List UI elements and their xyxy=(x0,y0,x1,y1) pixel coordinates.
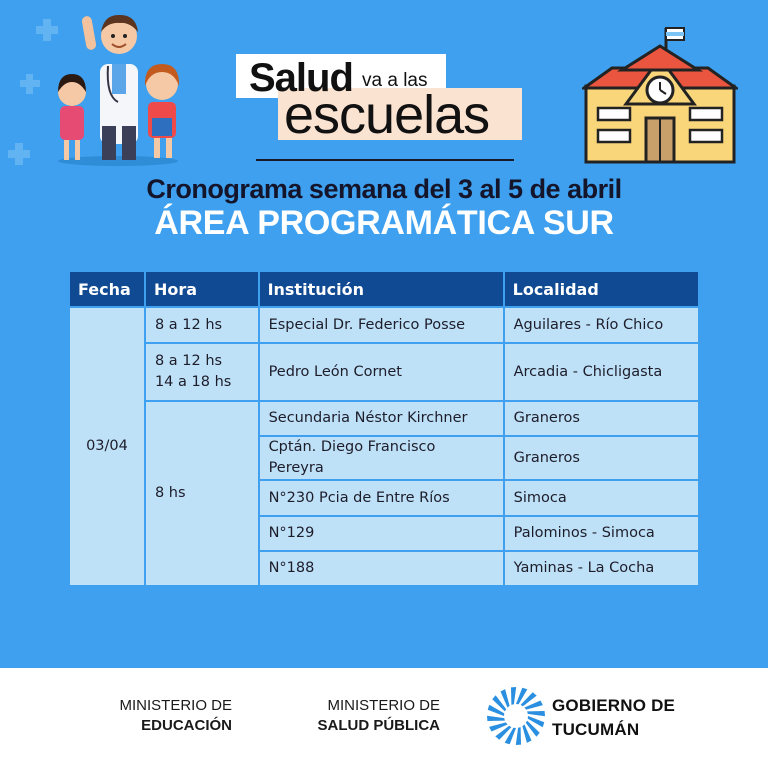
table-row xyxy=(69,307,699,343)
logo-word-escuelas: escuelas xyxy=(284,85,490,145)
sun-ray xyxy=(516,727,521,745)
hora-line: 14 a 18 hs xyxy=(154,374,232,390)
plus-cross-icon xyxy=(8,150,30,158)
institucion-cell: Pedro León Cornet xyxy=(259,343,504,401)
ministerio-salud-logo xyxy=(290,696,440,736)
schedule-table xyxy=(68,270,700,587)
area-title: ÁREA PROGRAMÁTICA SUR xyxy=(154,204,614,242)
ministerio-salud-line1: MINISTERIO DE xyxy=(327,697,440,714)
header-hora: Hora xyxy=(145,271,259,307)
doctor-with-children-illustration xyxy=(50,6,200,166)
ministerio-salud-line2: SALUD PÚBLICA xyxy=(317,717,440,734)
localidad-cell: Yaminas - La Cocha xyxy=(504,551,699,586)
institucion-cell: N°129 xyxy=(259,516,504,551)
hora-cell xyxy=(145,343,259,401)
gobierno-tucuman-logo xyxy=(552,694,675,742)
institucion-cell: Cptán. Diego Francisco Pereyra xyxy=(259,436,504,480)
sun-ray xyxy=(487,716,505,721)
logo-word-salud: Salud xyxy=(249,56,353,100)
table-header-row xyxy=(69,271,699,307)
institucion-cell: N°188 xyxy=(259,551,504,586)
localidad-cell: Graneros xyxy=(504,401,699,436)
ministerio-educacion-line2: EDUCACIÓN xyxy=(141,717,232,734)
hora-line: 8 a 12 hs xyxy=(154,353,223,369)
hora-cell: 8 a 12 hs xyxy=(145,307,259,343)
ministerio-educacion-logo xyxy=(100,696,232,736)
ministerio-educacion-line1: MINISTERIO DE xyxy=(119,697,232,714)
localidad-cell: Simoca xyxy=(504,480,699,516)
school-building-icon xyxy=(582,24,738,166)
localidad-cell: Palominos - Simoca xyxy=(504,516,699,551)
header-fecha: Fecha xyxy=(69,271,145,307)
localidad-cell: Graneros xyxy=(504,436,699,480)
table-row xyxy=(69,343,699,401)
localidad-cell: Aguilares - Río Chico xyxy=(504,307,699,343)
header-localidad: Localidad xyxy=(504,271,699,307)
schedule-subtitle: Cronograma semana del 3 al 5 de abril xyxy=(146,174,622,204)
sun-emblem-icon xyxy=(486,686,546,746)
localidad-cell: Arcadia - Chicligasta xyxy=(504,343,699,401)
institucion-cell: N°230 Pcia de Entre Ríos xyxy=(259,480,504,516)
divider xyxy=(256,159,514,161)
gobierno-line1: GOBIERNO DE xyxy=(552,696,676,715)
institucion-cell: Especial Dr. Federico Posse xyxy=(259,307,504,343)
hora-cell: 8 hs xyxy=(145,401,259,586)
table-row xyxy=(69,401,699,436)
sun-ray xyxy=(527,711,545,716)
sun-ray xyxy=(511,687,516,705)
fecha-cell: 03/04 xyxy=(69,307,145,586)
header-institucion: Institución xyxy=(259,271,504,307)
plus-cross-icon xyxy=(20,80,40,87)
institucion-cell: Secundaria Néstor Kirchner xyxy=(259,401,504,436)
logo-word-va: va a las xyxy=(362,70,428,91)
gobierno-line2: TUCUMÁN xyxy=(552,720,640,739)
